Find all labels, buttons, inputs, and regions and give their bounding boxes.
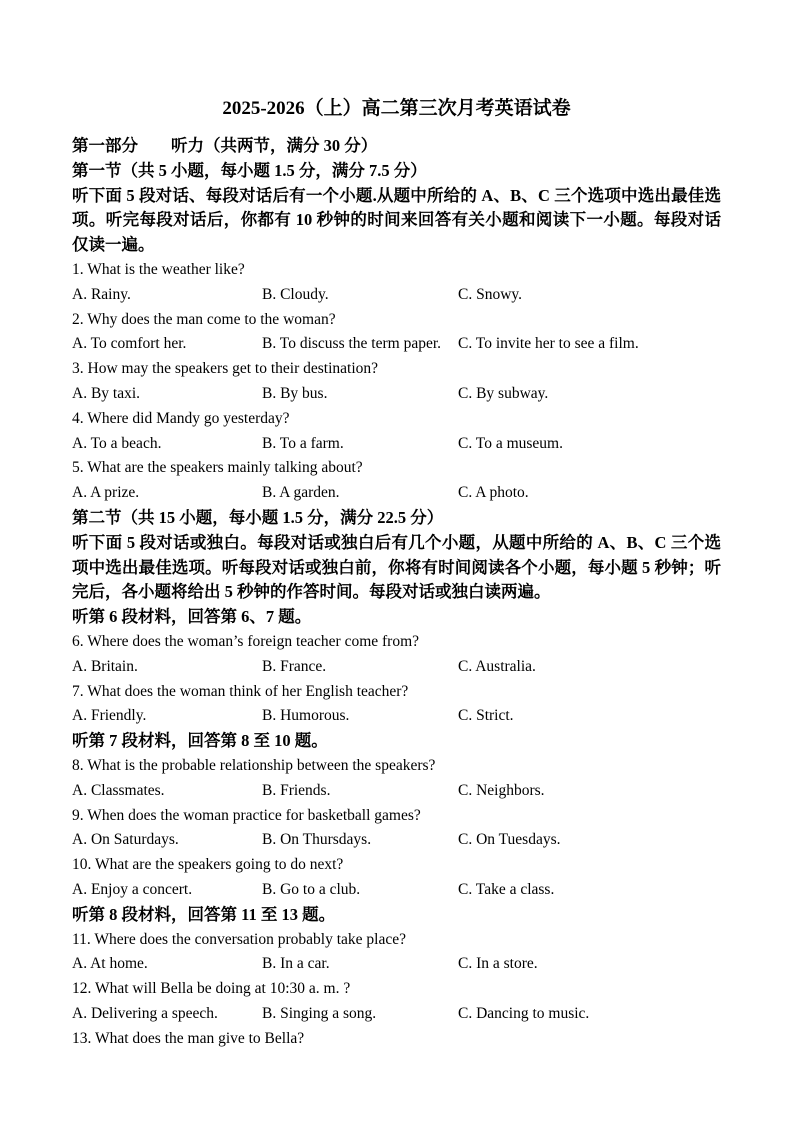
options-row [72,779,721,804]
section-heading: 第一节（共 5 小题，每小题 1.5 分，满分 7.5 分） [72,160,427,180]
option-a: A. Enjoy a concert. [72,880,193,898]
option-c: C. Snowy. [458,285,523,303]
option-c: C. Dancing to music. [458,1004,590,1022]
option-b: B. To discuss the term paper. [262,335,442,353]
question-text: 6. Where does the woman’s foreign teacher come from? [72,632,420,650]
document-title: 2025-2026（上）高二第三次月考英语试卷 [222,98,571,119]
material-note: 听第 8 段材料，回答第 11 至 13 题。 [72,904,336,924]
question-text: 11. Where does the conversation probably take place? [72,930,406,948]
option-a: A. By taxi. [72,384,141,402]
option-c: C. In a store. [458,955,538,973]
option-a: A. To a beach. [72,434,162,452]
option-a: A. To comfort her. [72,335,187,353]
option-c: C. Neighbors. [458,781,545,799]
question-text: 2. Why does the man come to the woman? [72,310,336,328]
option-a: A. Friendly. [72,707,147,725]
option-b: B. By bus. [262,384,328,402]
question-text: 8. What is the probable relationship between the speakers? [72,756,436,774]
option-c: C. To invite her to see a film. [458,335,639,353]
option-c: C. A photo. [458,484,529,502]
option-b: B. France. [262,657,327,675]
section-heading: 第一部分 听力（共两节，满分 30 分） [72,136,378,155]
option-b: B. On Thursdays. [262,831,372,849]
options-row [72,952,721,977]
question-text: 4. Where did Mandy go yesterday? [72,409,290,427]
option-b: B. To a farm. [262,434,344,452]
options-row [72,332,721,357]
option-b: B. Humorous. [262,707,350,725]
option-b: B. Singing a song. [262,1004,377,1022]
option-a: A. Rainy. [72,285,131,303]
option-a: A. A prize. [72,484,140,502]
material-note: 听第 6 段材料，回答第 6、7 题。 [72,607,312,627]
options-row [72,1002,721,1027]
question-text: 5. What are the speakers mainly talking about? [72,459,363,477]
question-text: 10. What are the speakers going to do next? [72,856,344,874]
option-c: C. On Tuesdays. [458,831,561,849]
option-c: C. Australia. [458,657,536,675]
option-a: A. Britain. [72,657,138,675]
instructions-paragraph: 听下面 5 段对话或独白。每段对话或独白后有几个小题，从题中所给的 A、B、C 三个选项中选出最佳选项。听每段对话或独白前，你将有时间阅读各个小题，每小题 5 秒钟；听完后，各小题将给出 5 秒钟的作答时间。每段对话或独白读两遍。 [72,532,721,602]
options-row [72,704,721,729]
option-a: A. Classmates. [72,781,165,799]
option-b: B. Cloudy. [262,285,329,303]
option-a: A. At home. [72,955,148,973]
option-a: A. Delivering a speech. [72,1004,218,1022]
options-row [72,283,721,308]
option-b: B. Go to a club. [262,880,361,898]
material-note: 听第 7 段材料，回答第 8 至 10 题。 [72,731,328,751]
option-c: C. Take a class. [458,880,555,898]
options-row [72,655,721,680]
option-b: B. Friends. [262,781,331,799]
question-text: 3. How may the speakers get to their destination? [72,360,379,378]
options-row [72,432,721,457]
options-row [72,382,721,407]
options-row [72,481,721,506]
options-row [72,878,721,903]
question-text: 7. What does the woman think of her English teacher? [72,682,409,700]
option-b: B. A garden. [262,484,340,502]
question-text: 13. What does the man give to Bella? [72,1029,305,1047]
section-heading: 第二节（共 15 小题，每小题 1.5 分，满分 22.5 分） [72,507,444,527]
options-row [72,828,721,853]
option-b: B. In a car. [262,955,330,973]
question-text: 9. When does the woman practice for basketball games? [72,806,421,824]
question-text: 1. What is the weather like? [72,260,245,278]
option-c: C. Strict. [458,707,514,725]
question-text: 12. What will Bella be doing at 10:30 a. m. ? [72,980,351,998]
option-c: C. By subway. [458,384,549,402]
option-a: A. On Saturdays. [72,831,179,849]
option-c: C. To a museum. [458,434,563,452]
instructions-paragraph: 听下面 5 段对话、每段对话后有一个小题.从题中所给的 A、B、C 三个选项中选出最佳选项。听完每段对话后，你都有 10 秒钟的时间来回答有关小题和阅读下一小题。每段对话仅读一遍。 [72,185,721,255]
